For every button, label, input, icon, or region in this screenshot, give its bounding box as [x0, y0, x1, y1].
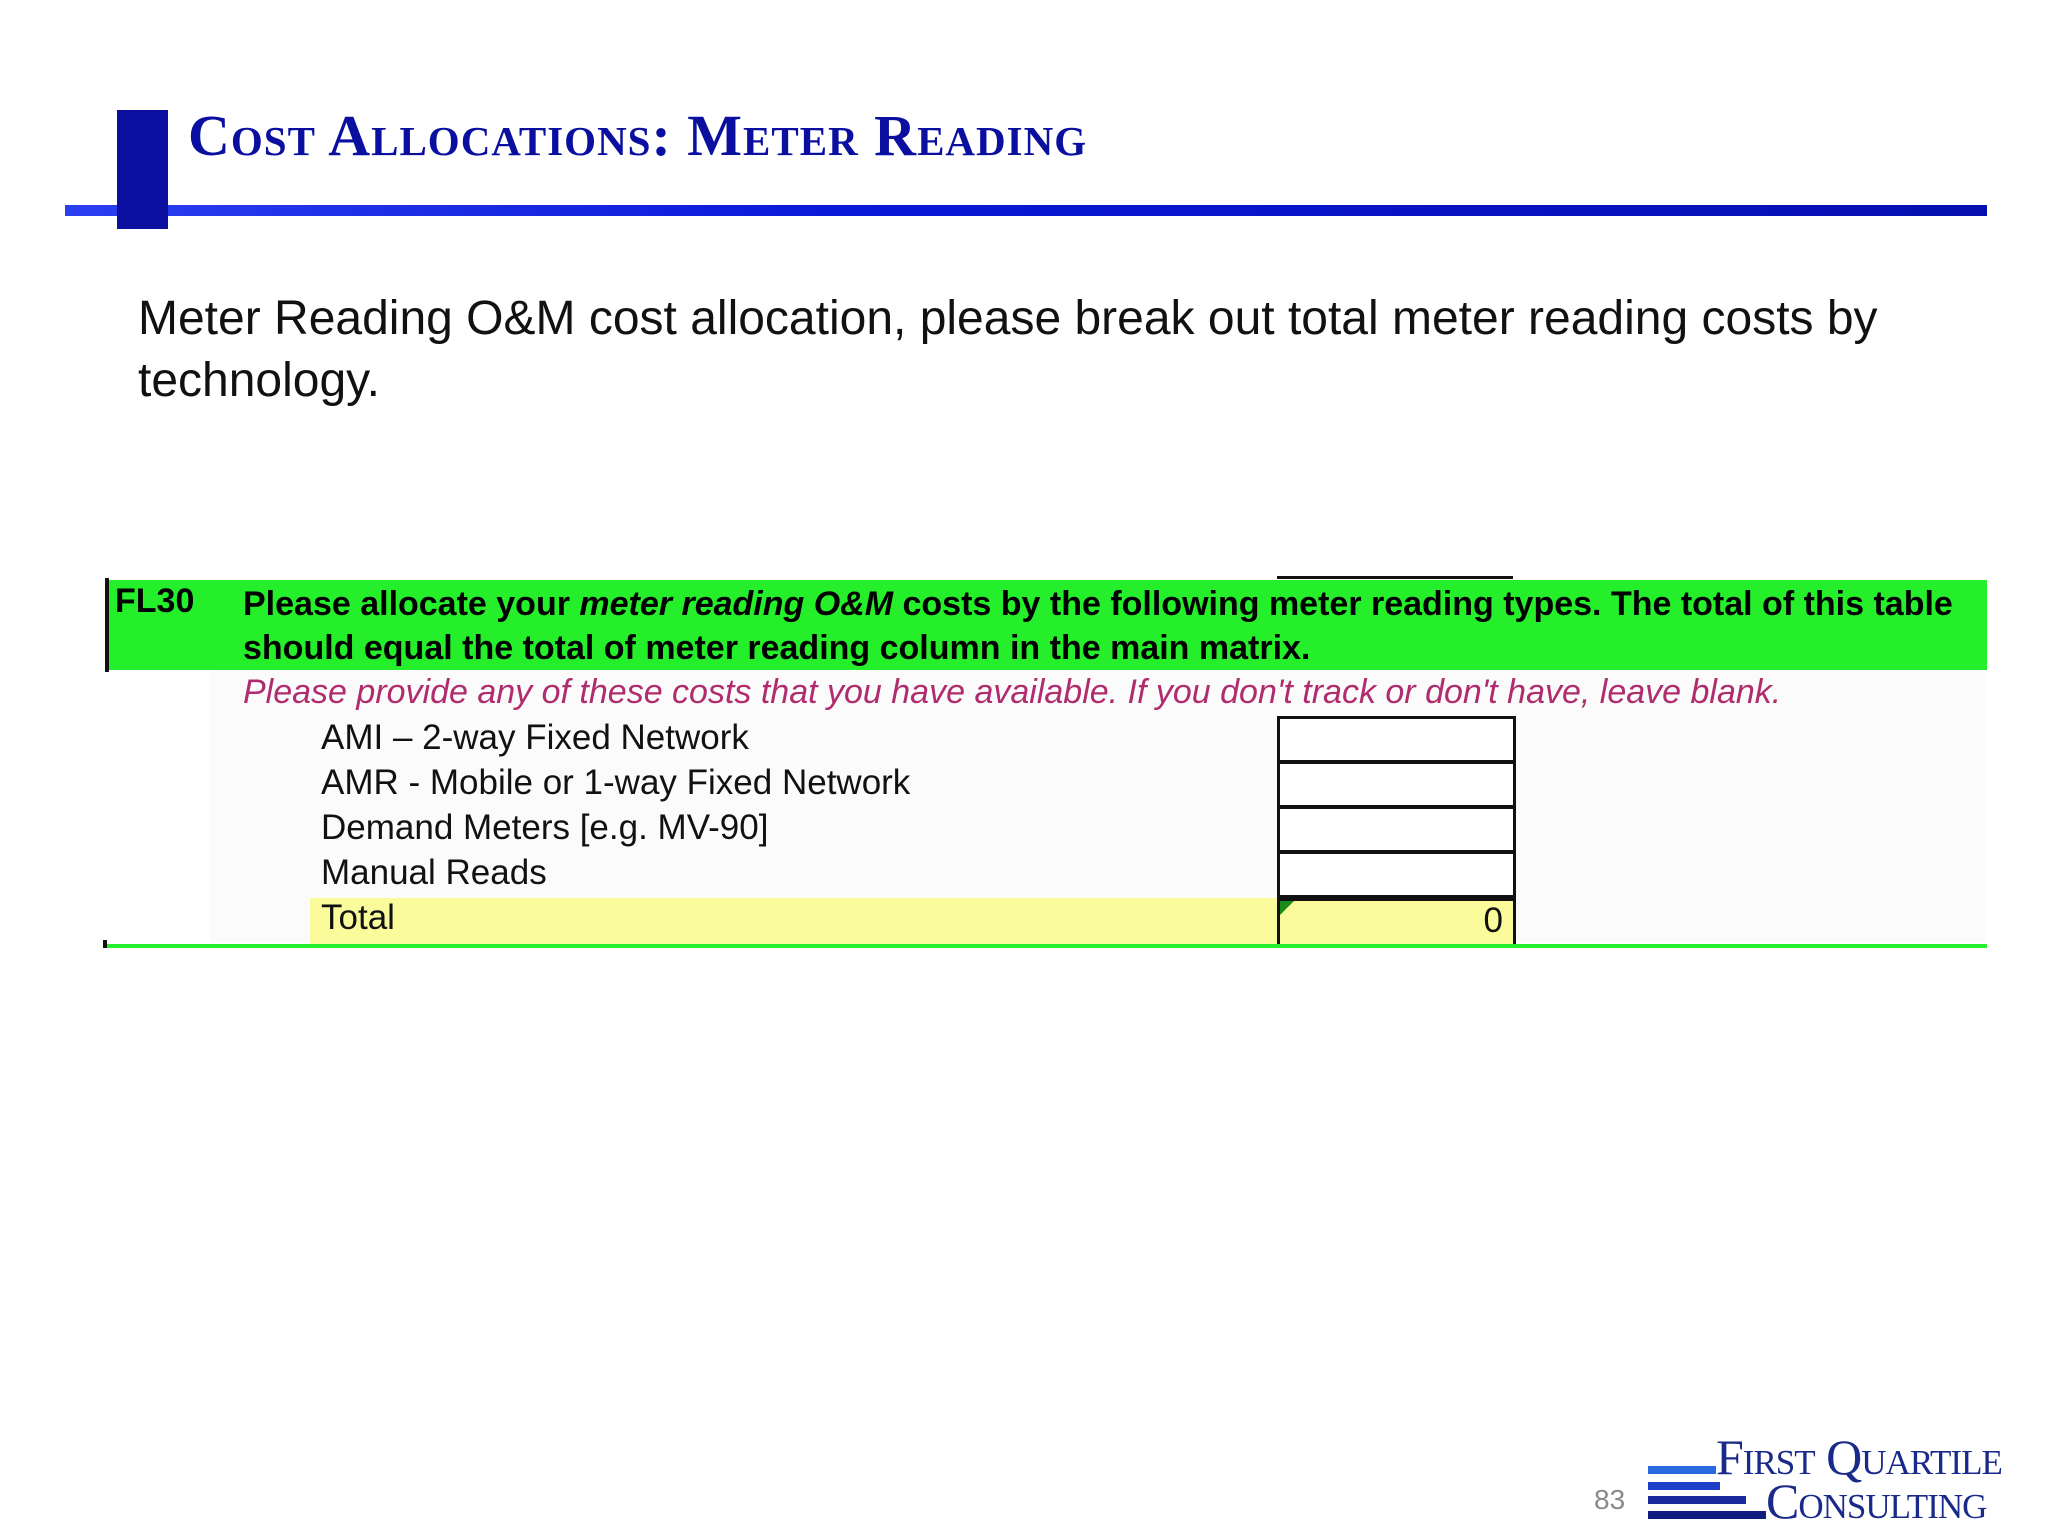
band-left-border — [105, 578, 109, 672]
input-demand[interactable] — [1277, 806, 1516, 853]
row-label-demand: Demand Meters [e.g. MV-90] — [321, 808, 769, 847]
form-code: FL30 — [115, 582, 195, 620]
input-manual[interactable] — [1277, 851, 1516, 898]
column-top-border — [1277, 576, 1513, 579]
title-accent-block — [117, 110, 168, 229]
total-cell[interactable] — [1277, 898, 1516, 947]
input-ami[interactable] — [1277, 716, 1516, 763]
form-instruction — [243, 582, 1983, 670]
instruction-part2: costs by the following meter reading types. The total of this table should equal the total of meter reading column in the main matrix. — [243, 585, 1953, 667]
total-value: 0 — [1483, 901, 1503, 940]
logo-bar-1 — [1648, 1466, 1716, 1474]
row-label-manual: Manual Reads — [321, 853, 547, 892]
formula-indicator-icon — [1280, 901, 1294, 915]
input-amr[interactable] — [1277, 761, 1516, 808]
instruction-part1: Please allocate your — [243, 585, 580, 623]
logo-bar-3 — [1648, 1496, 1746, 1504]
company-logo — [1648, 1428, 2048, 1528]
total-label: Total — [321, 898, 395, 937]
logo-text-line2: Consulting — [1766, 1473, 1987, 1529]
form-bottom-border — [105, 944, 1987, 948]
logo-text-line1: First Quartile — [1716, 1429, 2002, 1485]
total-row — [310, 898, 1277, 944]
slide-title: Cost Allocations: Meter Reading — [188, 103, 1088, 168]
title-underline — [65, 205, 1987, 216]
logo-bar-4 — [1648, 1511, 1766, 1519]
logo-bar-2 — [1648, 1482, 1720, 1490]
page-number: 83 — [1594, 1484, 1626, 1515]
form-note: Please provide any of these costs that you have available. If you don't track or don't have, leave blank. — [243, 673, 1782, 711]
intro-text: Meter Reading O&M cost allocation, please break out total meter reading costs by technology. — [138, 292, 1878, 407]
instruction-emphasis: meter reading O&M — [579, 585, 894, 623]
row-label-amr: AMR - Mobile or 1-way Fixed Network — [321, 763, 911, 802]
row-label-ami: AMI – 2-way Fixed Network — [321, 718, 749, 757]
form-corner-tick — [103, 940, 107, 948]
